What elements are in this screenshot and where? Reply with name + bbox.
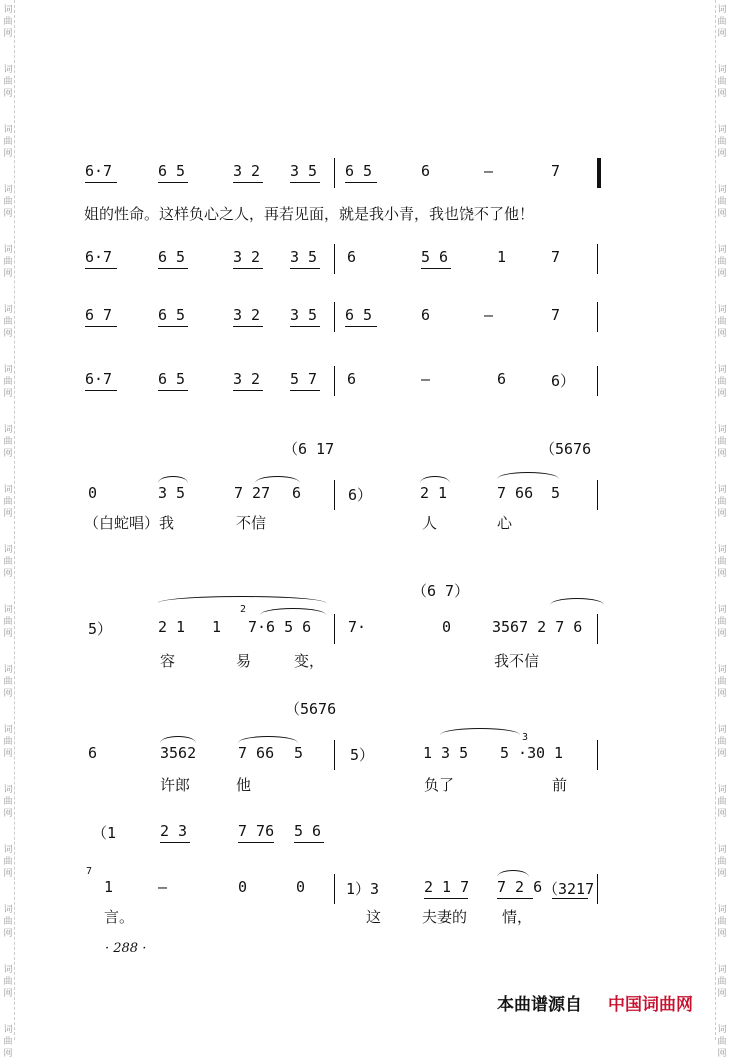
- watermark-text: 词 曲 网: [3, 665, 13, 699]
- slur: [238, 736, 298, 743]
- ornament-note: （5676: [285, 700, 337, 718]
- underline: [85, 182, 117, 183]
- watermark-text: 词 曲 网: [717, 125, 727, 159]
- lyric: 人: [422, 514, 438, 532]
- underline: [158, 268, 188, 269]
- watermark-text: 词 曲 网: [717, 905, 727, 939]
- lyric: 许郎: [160, 776, 191, 794]
- lyric: 易: [236, 652, 252, 670]
- barline: [334, 302, 335, 332]
- note: 3 5: [290, 306, 318, 324]
- watermark-text: 词 曲 网: [717, 485, 727, 519]
- slur: [497, 870, 529, 877]
- page-number: · 288 ·: [105, 941, 147, 956]
- barline: [334, 366, 335, 396]
- note: 0: [296, 878, 306, 896]
- lyric: 不信: [236, 514, 267, 532]
- watermark-text: 词 曲 网: [717, 185, 727, 219]
- watermark-text: 词 曲 网: [717, 785, 727, 819]
- underline: [158, 182, 188, 183]
- watermark-text: 词 曲 网: [3, 845, 13, 879]
- lyric: 心: [497, 514, 513, 532]
- note: 2 3: [160, 822, 188, 840]
- note: 6）: [348, 486, 373, 504]
- watermark-text: 词 曲 网: [3, 965, 13, 999]
- barline: [334, 740, 335, 770]
- watermark-text: 词 曲 网: [3, 125, 13, 159]
- note: 3567 2 7 6: [492, 618, 583, 636]
- watermark-text: 词 曲 网: [3, 425, 13, 459]
- underline: [85, 326, 117, 327]
- note: 6 5: [158, 306, 186, 324]
- note: 2 1 7: [424, 878, 470, 896]
- underline: [290, 268, 320, 269]
- underline: [497, 898, 533, 899]
- note: 6: [88, 744, 98, 762]
- underline: [290, 390, 320, 391]
- note: 0: [88, 484, 98, 502]
- grace-note: 2: [240, 604, 247, 615]
- note: 7: [551, 306, 561, 324]
- note: 7·: [348, 618, 367, 636]
- watermark-text: 词 曲 网: [3, 905, 13, 939]
- note: 6·7: [85, 248, 113, 266]
- underline: [233, 390, 263, 391]
- underline: [421, 268, 451, 269]
- lyric: 情，: [502, 908, 533, 926]
- watermark-text: 词 曲 网: [717, 245, 727, 279]
- barline: [597, 740, 598, 770]
- note: （1: [92, 824, 117, 842]
- underline: [345, 182, 377, 183]
- note: 6 5: [158, 370, 186, 388]
- note: 6 5: [345, 306, 373, 324]
- lyric: 夫妻的: [422, 908, 468, 926]
- underline: [290, 182, 320, 183]
- note: 3 5: [158, 484, 186, 502]
- underline: [85, 390, 117, 391]
- note: 3 2: [233, 162, 261, 180]
- note: 3562: [160, 744, 197, 762]
- watermark-text: 词 曲 网: [3, 1025, 13, 1059]
- site-link[interactable]: 中国词曲网: [608, 995, 693, 1015]
- barline: [597, 302, 598, 332]
- barline: [334, 480, 335, 510]
- underline: [233, 326, 263, 327]
- note: 7 66: [238, 744, 275, 762]
- slur: [160, 736, 196, 743]
- underline: [160, 842, 190, 843]
- watermark-text: 词 曲 网: [717, 965, 727, 999]
- watermark-text: 词 曲 网: [717, 5, 727, 39]
- underline: [233, 268, 263, 269]
- grace-note: 7: [86, 866, 93, 877]
- note: 7 66: [497, 484, 534, 502]
- underline: [552, 898, 588, 899]
- note: —: [158, 878, 168, 896]
- note: 6 7: [85, 306, 113, 324]
- note: 5 6: [294, 822, 322, 840]
- repeat-barline: [597, 158, 601, 188]
- barline: [597, 366, 598, 396]
- note: 2 1: [420, 484, 448, 502]
- barline: [597, 614, 598, 644]
- lyric: 他: [236, 776, 252, 794]
- note: —: [484, 306, 494, 324]
- watermark-text: 词 曲 网: [717, 365, 727, 399]
- note: 7 76: [238, 822, 275, 840]
- note: 0 1: [536, 744, 564, 762]
- note: 6: [421, 162, 431, 180]
- barline: [334, 244, 335, 274]
- note: 7 2 6: [497, 878, 543, 896]
- note: 5 ·3: [500, 744, 537, 762]
- watermark-text: 词 曲 网: [717, 545, 727, 579]
- lyric: 负了: [424, 776, 455, 794]
- underline: [158, 326, 188, 327]
- watermark-text: 词 曲 网: [3, 5, 13, 39]
- underline: [233, 182, 263, 183]
- lyric: 我不信: [494, 652, 540, 670]
- note: 6: [497, 370, 507, 388]
- note: 6·7: [85, 370, 113, 388]
- note: 6 5: [345, 162, 373, 180]
- underline: [424, 898, 468, 899]
- lyric: 变，: [294, 652, 325, 670]
- grace-note: 3: [522, 732, 529, 743]
- note: 7: [551, 248, 561, 266]
- underline: [294, 842, 324, 843]
- note: 7 27: [234, 484, 271, 502]
- note: 6）: [551, 372, 576, 390]
- slur: [440, 728, 520, 735]
- slur: [497, 472, 559, 479]
- note: 6: [347, 248, 357, 266]
- note: 6 5: [158, 248, 186, 266]
- slur: [260, 608, 326, 615]
- note: 6: [421, 306, 431, 324]
- underline: [238, 842, 274, 843]
- ornament-note: （6 7）: [412, 582, 470, 600]
- watermark-text: 词 曲 网: [717, 725, 727, 759]
- watermark-text: 词 曲 网: [717, 665, 727, 699]
- barline: [597, 480, 598, 510]
- watermark-text: 词 曲 网: [3, 65, 13, 99]
- barline: [597, 244, 598, 274]
- note: 5 6: [421, 248, 449, 266]
- barline: [334, 874, 335, 904]
- note: 5 7: [290, 370, 318, 388]
- note: 6·7: [85, 162, 113, 180]
- watermark-text: 词 曲 网: [3, 725, 13, 759]
- underline: [85, 268, 117, 269]
- note: 3 2: [233, 248, 261, 266]
- note: 1）3: [346, 880, 380, 898]
- lyric: （白蛇唱）我: [84, 514, 175, 532]
- note: 3 2: [233, 370, 261, 388]
- note: 1 3 5: [423, 744, 469, 762]
- watermark-text: 词 曲 网: [717, 305, 727, 339]
- note: —: [421, 370, 431, 388]
- slur: [158, 596, 326, 603]
- watermark-text: 词 曲 网: [3, 545, 13, 579]
- watermark-text: 词 曲 网: [3, 605, 13, 639]
- note: —: [484, 162, 494, 180]
- note: 5: [551, 484, 561, 502]
- watermark-text: 词 曲 网: [717, 845, 727, 879]
- note: 3 5: [290, 162, 318, 180]
- note: 7·6 5 6: [248, 618, 312, 636]
- note: 6: [292, 484, 302, 502]
- lyric: 这: [366, 908, 382, 926]
- watermark-text: 词 曲 网: [717, 425, 727, 459]
- ornament-note: （6 17: [283, 440, 335, 458]
- underline: [290, 326, 320, 327]
- watermark-text: 词 曲 网: [717, 1025, 727, 1059]
- lyric: 前: [552, 776, 568, 794]
- ornament-note: （5676: [540, 440, 592, 458]
- note: 0: [442, 618, 452, 636]
- note: 0: [238, 878, 248, 896]
- lyric: 言。: [104, 908, 135, 926]
- note: 1: [212, 618, 222, 636]
- slur: [158, 476, 188, 483]
- note: （3217: [543, 880, 595, 898]
- note: 5: [294, 744, 304, 762]
- note: 5）: [88, 620, 113, 638]
- underline: [158, 390, 188, 391]
- slur: [550, 598, 604, 605]
- watermark-text: 词 曲 网: [3, 185, 13, 219]
- barline: [334, 158, 335, 188]
- note: 5）: [350, 746, 375, 764]
- watermark-text: 词 曲 网: [3, 245, 13, 279]
- watermark-text: 词 曲 网: [3, 485, 13, 519]
- watermark-text: 词 曲 网: [3, 365, 13, 399]
- barline: [597, 874, 598, 904]
- slur: [255, 476, 300, 483]
- note: 1: [104, 878, 114, 896]
- watermark-text: 词 曲 网: [717, 605, 727, 639]
- slur: [420, 476, 450, 483]
- lyric: 容: [160, 652, 176, 670]
- note: 2 1: [158, 618, 186, 636]
- note: 3 2: [233, 306, 261, 324]
- note: 7: [551, 162, 561, 180]
- note: 3 5: [290, 248, 318, 266]
- watermark-text: 词 曲 网: [3, 305, 13, 339]
- note: 1: [497, 248, 507, 266]
- source-label: 本曲谱源自: [497, 995, 582, 1015]
- watermark-text: 词 曲 网: [717, 65, 727, 99]
- note: 6: [347, 370, 357, 388]
- underline: [345, 326, 377, 327]
- lyrics-line: 姐的性命。这样负心之人，再若见面，就是我小青，我也饶不了他！: [84, 205, 535, 223]
- barline: [334, 614, 335, 644]
- watermark-text: 词 曲 网: [3, 785, 13, 819]
- note: 6 5: [158, 162, 186, 180]
